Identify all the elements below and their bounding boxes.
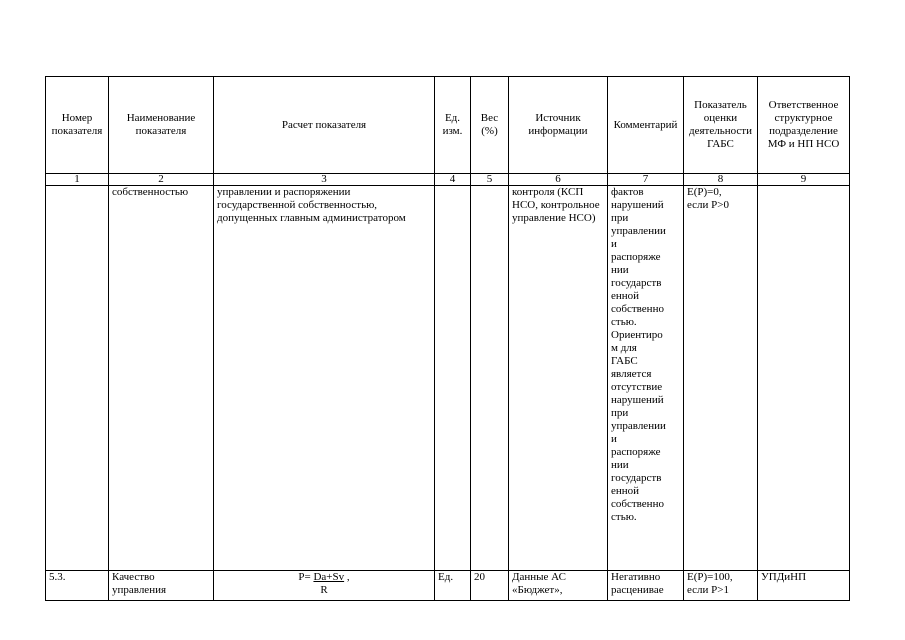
comment-line: управлении	[611, 420, 666, 432]
header-calculation: Расчет показателя	[214, 77, 435, 174]
comment-line: управлении	[611, 225, 666, 237]
header-comment: Комментарий	[608, 77, 684, 174]
comment-line: и	[611, 238, 617, 250]
cell-source	[509, 571, 608, 601]
comment-line: енной	[611, 290, 640, 302]
column-number: 2	[109, 174, 214, 186]
cell-unit-empty	[435, 186, 471, 571]
indicators-table	[45, 76, 850, 601]
cell-comment	[608, 186, 684, 571]
evaluation-lines	[687, 571, 754, 597]
column-number: 7	[608, 174, 684, 186]
comment-line: фактов	[611, 186, 644, 198]
formula-numerator: Da+Sv	[313, 571, 345, 583]
evaluation-line: если P>0	[687, 199, 729, 211]
evaluation-lines	[687, 186, 754, 212]
comment-line: и	[611, 433, 617, 445]
header-responsible: Ответственное структурное подразделение МФ и НП НСО	[758, 77, 850, 174]
name-line: Качество	[112, 571, 155, 583]
cell-comment	[608, 571, 684, 601]
header-number: Номер показателя	[46, 77, 109, 174]
formula-prefix: P=	[298, 571, 314, 583]
cell-formula	[214, 571, 435, 601]
column-number: 5	[471, 174, 509, 186]
cell-evaluation	[684, 186, 758, 571]
cell-unit: Ед.	[435, 571, 471, 601]
cell-responsible: УПДиНП	[758, 571, 850, 601]
evaluation-line: если P>1	[687, 584, 729, 596]
cell-calculation: управлении и распоряжении государственной собственностью, допущенных главным администратором	[214, 186, 435, 571]
comment-line: собственно	[611, 303, 664, 315]
comment-line: Ориентиро	[611, 329, 663, 341]
comment-lines	[611, 186, 680, 524]
column-number: 3	[214, 174, 435, 186]
name-line: управления	[112, 584, 167, 596]
comment-lines	[611, 571, 680, 597]
formula-line	[217, 571, 431, 584]
evaluation-line: E(P)=0,	[687, 186, 722, 198]
cell-source: контроля (КСП НСО, контрольное управление НСО)	[509, 186, 608, 571]
comment-line: стью.	[611, 511, 637, 523]
column-numbers-row	[46, 174, 850, 186]
name-lines	[112, 571, 210, 597]
comment-line: нарушений	[611, 394, 664, 406]
source-lines	[512, 571, 604, 597]
header-weight: Вес (%)	[471, 77, 509, 174]
header-name: Наименование показателя	[109, 77, 214, 174]
comment-line: является	[611, 368, 652, 380]
comment-line: государств	[611, 472, 662, 484]
comment-line: при	[611, 212, 629, 224]
comment-line: при	[611, 407, 629, 419]
cell-number: 5.3.	[46, 571, 109, 601]
column-number: 8	[684, 174, 758, 186]
header-evaluation: Показатель оценки деятельности ГАБС	[684, 77, 758, 174]
continued-row	[46, 186, 850, 571]
cell-weight-empty	[471, 186, 509, 571]
formula-denominator: R	[320, 584, 328, 596]
row-5-3	[46, 571, 850, 601]
cell-evaluation	[684, 571, 758, 601]
source-line: Данные АС	[512, 571, 566, 583]
column-number: 9	[758, 174, 850, 186]
comment-line: Негативно	[611, 571, 661, 583]
comment-line: нии	[611, 264, 629, 276]
comment-line: стью.	[611, 316, 637, 328]
comment-line: м для	[611, 342, 637, 354]
comment-line: енной	[611, 485, 640, 497]
column-number: 4	[435, 174, 471, 186]
comment-line: отсутствие	[611, 381, 663, 393]
cell-responsible-empty	[758, 186, 850, 571]
cell-name	[109, 571, 214, 601]
comment-line: нарушений	[611, 199, 664, 211]
comment-line: нии	[611, 459, 629, 471]
cell-name: собственностью	[109, 186, 214, 571]
header-row	[46, 77, 850, 174]
evaluation-line: E(P)=100,	[687, 571, 733, 583]
cell-weight: 20	[471, 571, 509, 601]
header-unit: Ед. изм.	[435, 77, 471, 174]
column-number: 1	[46, 174, 109, 186]
source-line: «Бюджет»,	[512, 584, 563, 596]
column-number: 6	[509, 174, 608, 186]
formula-tail: ,	[344, 571, 350, 583]
header-source: Источник информации	[509, 77, 608, 174]
comment-line: расценивае	[611, 584, 664, 596]
comment-line: распоряже	[611, 446, 661, 458]
comment-line: ГАБС	[611, 355, 638, 367]
comment-line: государств	[611, 277, 662, 289]
comment-line: собственно	[611, 498, 664, 510]
cell-number-empty	[46, 186, 109, 571]
comment-line: распоряже	[611, 251, 661, 263]
